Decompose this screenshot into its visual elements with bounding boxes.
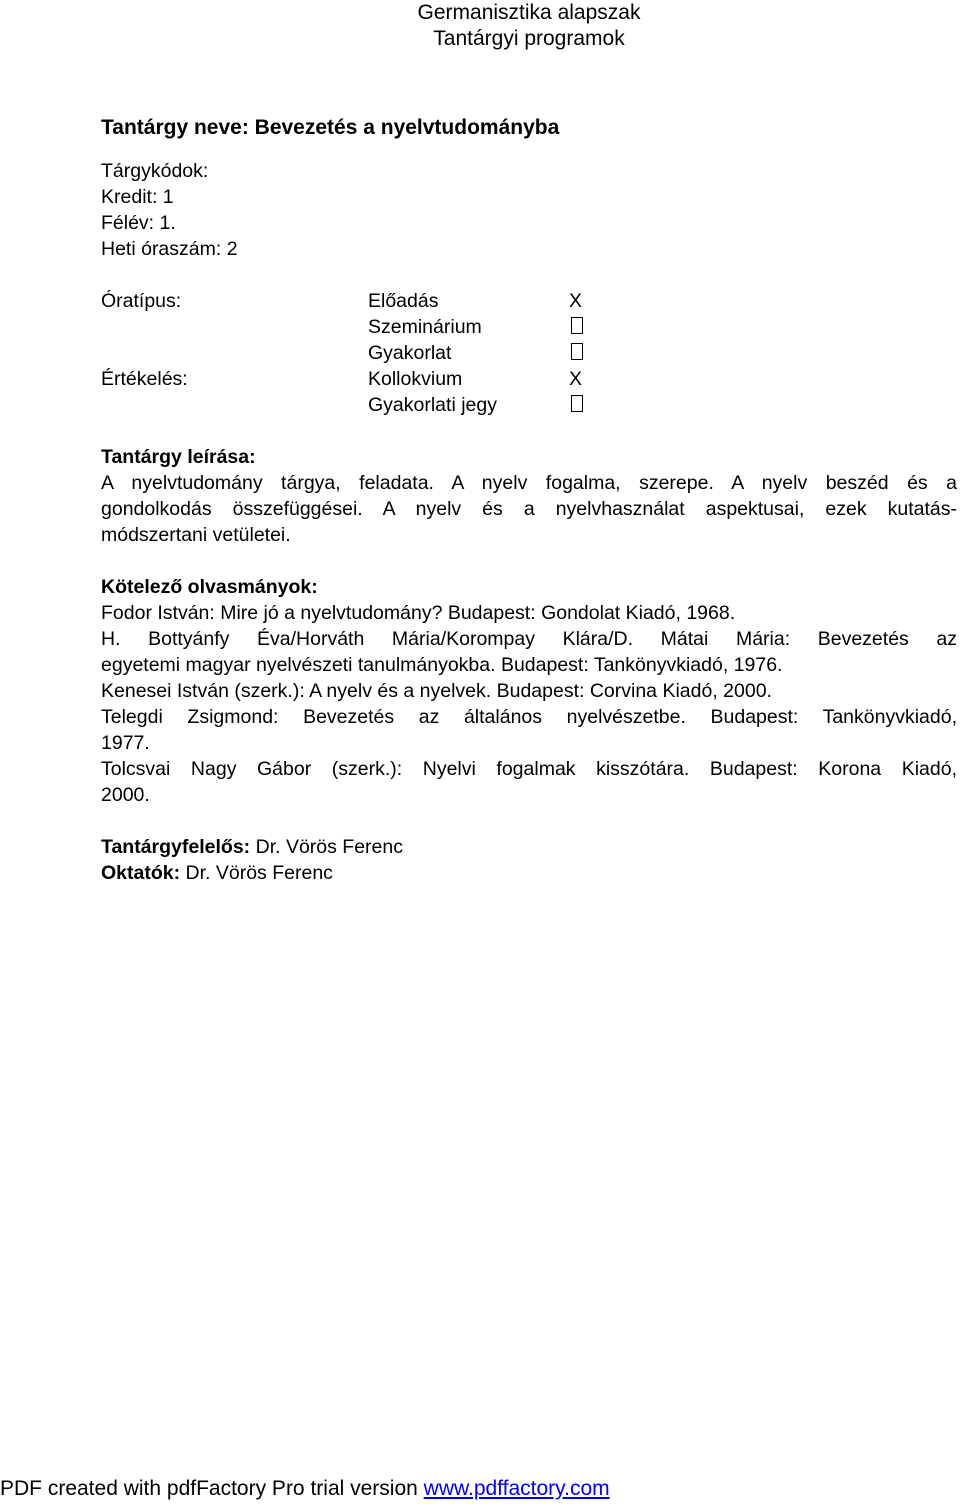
description-line: A nyelvtudomány tárgya, feladata. A nyelv fogalma, szerepe. A nyelv beszéd és a — [101, 472, 957, 494]
option-row — [101, 314, 957, 340]
empty-checkbox-icon — [571, 343, 583, 360]
pdf-footer — [0, 1476, 610, 1502]
option-mark: X — [569, 290, 583, 312]
reading-line: Fodor István: Mire jó a nyelvtudomány? Budapest: Gondolat Kiadó, 1968. — [101, 602, 736, 624]
options-table — [101, 288, 957, 418]
class-type-label: Óratípus: — [101, 290, 182, 312]
reading-line: egyetemi magyar nyelvészeti tanulmányokba. Budapest: Tankönyvkiadó, 1976. — [101, 654, 783, 676]
reading-line: Telegdi Zsigmond: Bevezetés az általános nyelvészetbe. Budapest: Tankönyvkiadó, — [101, 706, 957, 728]
instructors — [101, 860, 957, 886]
document-type: Tantárgyi programok — [433, 27, 625, 50]
description-line: gondolkodás összefüggései. A nyelv és a nyelvhasználat aspektusai, ezek kutatás- — [101, 498, 957, 520]
reading-line: H. Bottyánfy Éva/Horváth Mária/Korompay Klára/D. Mátai Mária: Bevezetés az — [101, 628, 957, 650]
subject-semester: Félév: 1. — [101, 212, 176, 234]
instructors-value: Dr. Vörös Ferenc — [180, 862, 333, 884]
reading-line: Kenesei István (szerk.): A nyelv és a nyelvek. Budapest: Corvina Kiadó, 2000. — [101, 680, 772, 702]
instructors-label: Oktatók: — [101, 862, 181, 884]
option-row — [101, 366, 957, 392]
readings-heading: Kötelező olvasmányok: — [101, 576, 318, 598]
option-row — [101, 340, 957, 366]
reading-line: 2000. — [101, 784, 150, 806]
reading-line: Tolcsvai Nagy Gábor (szerk.): Nyelvi fogalmak kisszótára. Budapest: Korona Kiadó, — [101, 758, 957, 780]
footer-text: PDF created with pdfFactory Pro trial version — [0, 1477, 424, 1500]
description-line: módszertani vetületei. — [101, 524, 291, 546]
program-name: Germanisztika alapszak — [417, 1, 641, 24]
option-label: Kollokvium — [368, 368, 463, 390]
option-row — [101, 288, 957, 314]
empty-checkbox-icon — [571, 317, 583, 334]
option-label: Gyakorlati jegy — [368, 394, 497, 416]
course-sheet — [101, 114, 957, 886]
subject-title: Tantárgy neve: Bevezetés a nyelvtudományba — [101, 116, 560, 139]
subject-codes: Tárgykódok: — [101, 160, 209, 182]
responsible-value: Dr. Vörös Ferenc — [250, 836, 403, 858]
document-header — [329, 0, 729, 52]
option-label: Szeminárium — [368, 316, 482, 338]
readings-section — [101, 574, 957, 808]
description-section — [101, 444, 957, 548]
option-mark: X — [569, 368, 583, 390]
description-heading: Tantárgy leírása: — [101, 446, 256, 468]
subject-weekly-hours: Heti óraszám: 2 — [101, 238, 238, 260]
option-label: Gyakorlat — [368, 342, 452, 364]
subject-credit: Kredit: 1 — [101, 186, 174, 208]
responsible-person — [101, 834, 957, 860]
footer-link[interactable]: www.pdffactory.com — [423, 1477, 610, 1500]
option-row — [101, 392, 957, 418]
reading-line: 1977. — [101, 732, 150, 754]
empty-checkbox-icon — [571, 395, 583, 412]
evaluation-label: Értékelés: — [101, 368, 188, 390]
responsible-label: Tantárgyfelelős: — [101, 836, 251, 858]
option-label: Előadás — [368, 290, 439, 312]
